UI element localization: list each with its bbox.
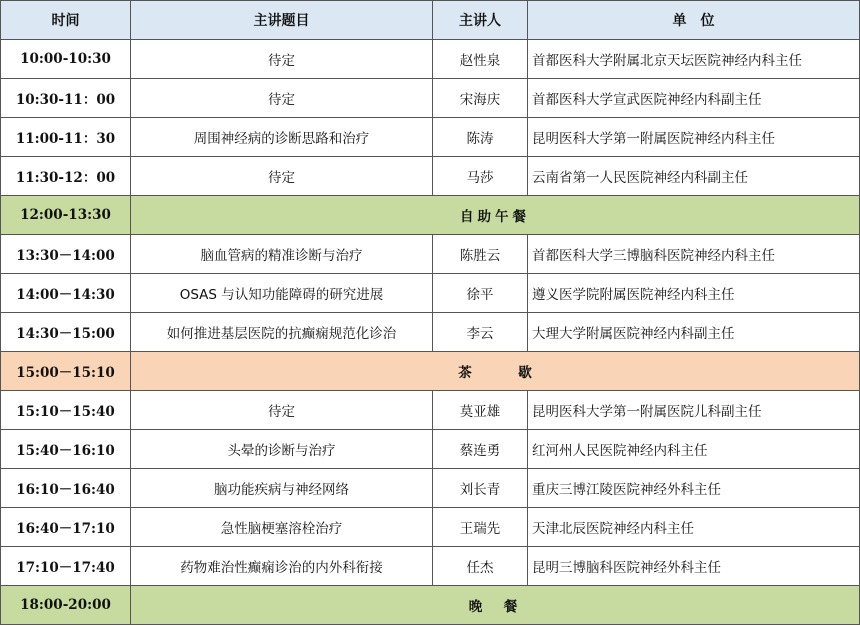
row-time: 13:30－14:00 bbox=[1, 235, 131, 274]
row-unit: 遵义医学院附属医院神经内科主任 bbox=[528, 274, 860, 313]
header-row bbox=[1, 1, 860, 40]
row-time: 10:30-11：00 bbox=[1, 79, 131, 118]
row-unit: 天津北辰医院神经内科主任 bbox=[528, 508, 860, 547]
header-speaker: 主讲人 bbox=[433, 1, 528, 40]
table-row bbox=[1, 430, 860, 469]
row-unit: 首都医科大学附属北京天坛医院神经内科主任 bbox=[528, 40, 860, 79]
lunch-time: 12:00-13:30 bbox=[1, 196, 131, 235]
row-time: 14:00－14:30 bbox=[1, 274, 131, 313]
row-speaker: 莫亚雄 bbox=[433, 391, 528, 430]
row-time: 11:00-11：30 bbox=[1, 118, 131, 157]
table-row bbox=[1, 157, 860, 196]
row-time: 15:40－16:10 bbox=[1, 430, 131, 469]
row-topic: 待定 bbox=[131, 391, 433, 430]
row-speaker: 陈胜云 bbox=[433, 235, 528, 274]
row-topic: 药物难治性癫痫诊治的内外科衔接 bbox=[131, 547, 433, 586]
row-time: 14:30－15:00 bbox=[1, 313, 131, 352]
table-row bbox=[1, 235, 860, 274]
row-unit: 昆明医科大学第一附属医院神经内科主任 bbox=[528, 118, 860, 157]
row-unit: 昆明医科大学第一附属医院儿科副主任 bbox=[528, 391, 860, 430]
dinner-label: 晚 餐 bbox=[131, 586, 860, 625]
row-topic: 周围神经病的诊断思路和治疗 bbox=[131, 118, 433, 157]
table-row bbox=[1, 391, 860, 430]
row-topic: 脑血管病的精准诊断与治疗 bbox=[131, 235, 433, 274]
row-unit: 云南省第一人民医院神经内科副主任 bbox=[528, 157, 860, 196]
row-topic: OSAS 与认知功能障碍的研究进展 bbox=[131, 274, 433, 313]
header-unit: 单 位 bbox=[528, 1, 860, 40]
row-unit: 首都医科大学三博脑科医院神经内科主任 bbox=[528, 235, 860, 274]
row-unit: 红河州人民医院神经内科主任 bbox=[528, 430, 860, 469]
tea-break-row bbox=[1, 352, 860, 391]
row-speaker: 徐平 bbox=[433, 274, 528, 313]
row-speaker: 任杰 bbox=[433, 547, 528, 586]
row-topic: 如何推进基层医院的抗癫痫规范化诊治 bbox=[131, 313, 433, 352]
row-topic: 待定 bbox=[131, 157, 433, 196]
row-time: 11:30-12：00 bbox=[1, 157, 131, 196]
dinner-time: 18:00-20:00 bbox=[1, 586, 131, 625]
row-topic: 脑功能疾病与神经网络 bbox=[131, 469, 433, 508]
row-unit: 首都医科大学宣武医院神经内科副主任 bbox=[528, 79, 860, 118]
row-speaker: 赵性泉 bbox=[433, 40, 528, 79]
row-speaker: 陈涛 bbox=[433, 118, 528, 157]
dinner-row bbox=[1, 586, 860, 625]
header-topic: 主讲题目 bbox=[131, 1, 433, 40]
tea-label-b: 歇 bbox=[518, 365, 532, 381]
row-speaker: 王瑞先 bbox=[433, 508, 528, 547]
row-topic: 急性脑梗塞溶栓治疗 bbox=[131, 508, 433, 547]
table-row bbox=[1, 469, 860, 508]
row-time: 16:40－17:10 bbox=[1, 508, 131, 547]
row-unit: 重庆三博江陵医院神经外科主任 bbox=[528, 469, 860, 508]
row-time: 17:10－17:40 bbox=[1, 547, 131, 586]
table-row bbox=[1, 79, 860, 118]
table-row bbox=[1, 118, 860, 157]
row-time: 15:10－15:40 bbox=[1, 391, 131, 430]
row-topic: 待定 bbox=[131, 40, 433, 79]
header-time: 时间 bbox=[1, 1, 131, 40]
tea-label bbox=[131, 352, 860, 391]
row-speaker: 宋海庆 bbox=[433, 79, 528, 118]
row-time: 16:10－16:40 bbox=[1, 469, 131, 508]
row-unit: 大理大学附属医院神经内科副主任 bbox=[528, 313, 860, 352]
row-speaker: 刘长青 bbox=[433, 469, 528, 508]
row-speaker: 马莎 bbox=[433, 157, 528, 196]
row-speaker: 蔡连勇 bbox=[433, 430, 528, 469]
lunch-label: 自助午餐 bbox=[131, 196, 860, 235]
table-row bbox=[1, 508, 860, 547]
row-speaker: 李云 bbox=[433, 313, 528, 352]
tea-label-a: 茶 bbox=[458, 365, 472, 381]
tea-time: 15:00－15:10 bbox=[1, 352, 131, 391]
row-topic: 待定 bbox=[131, 79, 433, 118]
table-row bbox=[1, 547, 860, 586]
row-time: 10:00-10:30 bbox=[1, 40, 131, 79]
row-unit: 昆明三博脑科医院神经外科主任 bbox=[528, 547, 860, 586]
table-row bbox=[1, 274, 860, 313]
table-row bbox=[1, 40, 860, 79]
lunch-break-row bbox=[1, 196, 860, 235]
row-topic: 头晕的诊断与治疗 bbox=[131, 430, 433, 469]
table-row bbox=[1, 313, 860, 352]
